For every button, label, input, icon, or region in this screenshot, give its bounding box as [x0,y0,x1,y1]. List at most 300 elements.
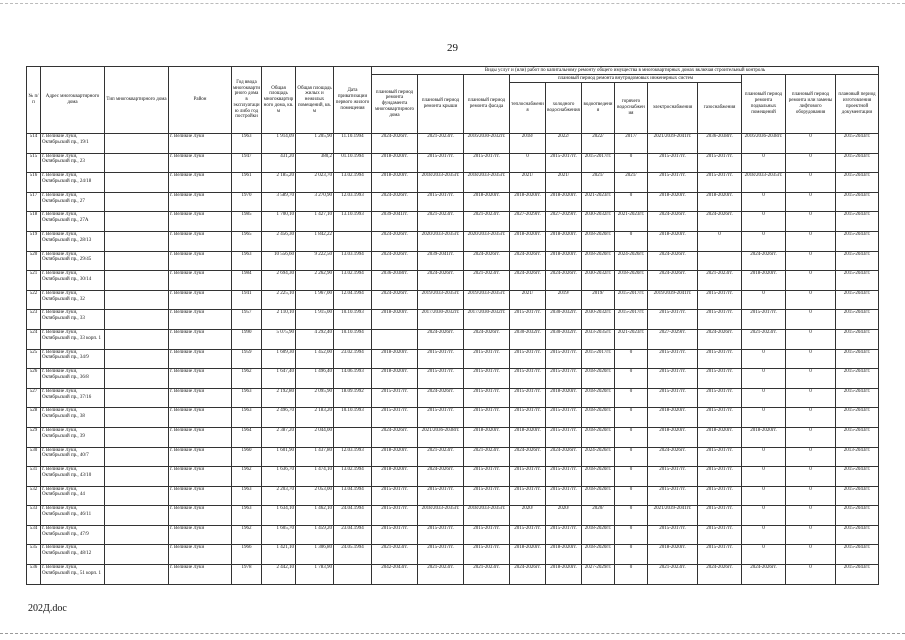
row-number: 524 [27,329,41,349]
row-house-type [105,447,169,467]
table-row [27,212,879,232]
row-year: 1963 [232,408,262,428]
row-hot-water: 2024-2026гг. [615,251,648,271]
row-district: г. Великие Луки [169,212,232,232]
row-roof: 2020/2033-2035гг. [418,231,464,251]
row-facade: 2015-2017гг. [464,388,510,408]
row-sewer: 2021/ [582,173,615,193]
row-district: г. Великие Луки [169,192,232,212]
row-electric: 2018-2020гг. [648,231,698,251]
header-systems-group: плановый период ремонта внутридомовых инженерных систем [510,75,742,83]
row-foundation: 2015-2017гг. [372,408,418,428]
row-privatization-date: 13.10.1993 [334,212,372,232]
row-gas: 2015-2017гг. [698,290,742,310]
row-foundation: 2024-2026гг. [372,192,418,212]
row-cold-water: 2021/ [546,173,582,193]
row-living-area: 1 842,22 [296,231,334,251]
row-total-area: 1 914,09 [262,134,296,154]
row-cold-water: 2015-2017гг. [546,349,582,369]
row-heating: 2015-2017гг. [510,467,546,487]
row-project-docs: 2015-2043гг. [836,349,879,369]
row-house-type [105,369,169,389]
row-roof: 2024-2026гг. [418,329,464,349]
row-hot-water: 2018-2020гг. [615,271,648,291]
row-district: г. Великие Луки [169,173,232,193]
row-electric: 2021/2039-2041гг. [648,134,698,154]
row-year: 1962 [232,525,262,545]
row-house-type [105,329,169,349]
row-heating: 2015-2017гг. [510,349,546,369]
row-electric: 2015-2017гг. [648,486,698,506]
row-electric: 2021-2023гг. [648,565,698,585]
table-row [27,565,879,585]
row-electric: 2019/2039-2041гг. [648,290,698,310]
row-house-type [105,506,169,526]
row-heating: 2030-2032гг. [510,329,546,349]
row-elevator: 0 [786,525,836,545]
row-year: 1963 [232,506,262,526]
row-year: 1963 [232,388,262,408]
row-privatization-date: 13.02.1994 [334,271,372,291]
row-foundation: 2024-2026гг. [372,427,418,447]
row-roof: 2018/2033-2035гг. [418,173,464,193]
table-row [27,192,879,212]
table-row [27,290,879,310]
row-total-area: 431,20 [262,153,296,173]
row-facade: 2019/2033-2035гг. [464,290,510,310]
row-project-docs: 2015-2043гг. [836,388,879,408]
row-hot-water: 0 [615,153,648,173]
row-living-area: 2 053,00 [296,486,334,506]
row-total-area: 2 456,30 [262,231,296,251]
row-facade: 2021-2023гг. [464,271,510,291]
row-living-area: 2 262,90 [296,271,334,291]
row-project-docs: 2015-2043гг. [836,271,879,291]
row-gas: 2015-2017гг. [698,173,742,193]
row-privatization-date: 23.04.1994 [334,525,372,545]
row-privatization-date [334,427,372,447]
row-cold-water: 2030-2032гг. [546,310,582,330]
row-heating: 2018-2020гг. [510,545,546,565]
row-roof: 2039-2041гг. [418,251,464,271]
row-sewer: 2018-2020гг. [582,369,615,389]
row-year: 1985 [232,212,262,232]
row-address: г. Великие Луки, Октябрьский пр., 37/16 [41,388,105,408]
row-roof: 2021-2023гг. [418,447,464,467]
header-elevator: плановый период ремонта или замены лифтового оборудования [786,75,836,134]
row-sewer: 2018-2020гг. [582,545,615,565]
row-electric: 2018-2020гг. [648,408,698,428]
row-district: г. Великие Луки [169,271,232,291]
row-basement: 0 [742,467,786,487]
row-year: 1978 [232,565,262,585]
row-facade: 2018/2033-2035гг. [464,506,510,526]
row-facade: 2015-2017гг. [464,545,510,565]
row-cold-water: 2018-2020гг. [546,565,582,585]
row-roof: 2021-2023гг. [418,565,464,585]
table-row [27,271,879,291]
row-heating: 2024-2026гг. [510,565,546,585]
header-facade: плановый период ремонта фасада [464,75,510,134]
row-sewer: 2018-2020гг. [582,231,615,251]
row-basement: 0 [742,388,786,408]
row-privatization-date: 01.10.1994 [334,153,372,173]
row-privatization-date: 13.04.1994 [334,486,372,506]
row-facade: 2021-2023гг. [464,212,510,232]
row-number: 528 [27,408,41,428]
table-row [27,467,879,487]
row-hot-water: 0 [615,486,648,506]
row-privatization-date: 12.03.1993 [334,447,372,467]
row-living-area: 1 496,40 [296,369,334,389]
row-living-area: 1 437,80 [296,447,334,467]
row-cold-water: 2024-2026гг. [546,271,582,291]
row-number: 526 [27,369,41,389]
row-basement: 0 [742,525,786,545]
row-number: 536 [27,565,41,585]
row-number: 533 [27,506,41,526]
row-living-area: 1 967,00 [296,290,334,310]
row-roof: 2024-2026гг. [418,271,464,291]
row-privatization-date [334,565,372,585]
row-foundation: 2024-2026гг. [372,231,418,251]
header-row-1 [27,67,879,75]
row-gas: 2018-2020гг. [698,192,742,212]
row-heating: 2024-2026гг. [510,271,546,291]
row-gas: 2015-2017гг. [698,310,742,330]
row-hot-water: 0 [615,447,648,467]
row-facade: 2016/2030-2032гг. [464,134,510,154]
row-address: г. Великие Луки, Октябрьский пр., 40/7 [41,447,105,467]
row-total-area: 1 609,30 [262,349,296,369]
row-roof: 2015-2017гг. [418,369,464,389]
row-address: г. Великие Луки, Октябрьский пр., 27 [41,192,105,212]
row-privatization-date: 24.05.1994 [334,545,372,565]
row-heating: 2018-2020гг. [510,192,546,212]
row-foundation: 2024-2026гг. [372,251,418,271]
row-hot-water: 0 [615,192,648,212]
row-year: 1984 [232,271,262,291]
row-basement: 0 [742,486,786,506]
row-electric: 2015-2017гг. [648,349,698,369]
row-living-area: 2 023,70 [296,173,334,193]
row-roof: 2024-2026гг. [418,388,464,408]
row-district: г. Великие Луки [169,329,232,349]
row-address: г. Великие Луки, Октябрьский пр., 33 корп. 1 [41,329,105,349]
row-number: 531 [27,467,41,487]
row-privatization-date: 24.04.1994 [334,506,372,526]
row-roof: 2015-2017гг. [418,153,464,173]
row-foundation: 2018-2020гг. [372,310,418,330]
header-basement: плановый период ремонта подвальных помещений [742,75,786,134]
row-number: 515 [27,153,41,173]
row-sewer: 2020/ [582,506,615,526]
row-foundation: 2015-2017гг. [372,525,418,545]
row-district: г. Великие Луки [169,231,232,251]
row-heating: 2018-2020гг. [510,231,546,251]
row-district: г. Великие Луки [169,427,232,447]
row-roof: 2015-2017гг. [418,192,464,212]
row-house-type [105,565,169,585]
row-sewer: 2018-2020гг. [582,525,615,545]
row-basement: 0 [742,369,786,389]
row-cold-water: 2018-2020гг. [546,192,582,212]
row-heating: 2015-2017гг. [510,486,546,506]
row-gas: 2015-2017гг. [698,369,742,389]
row-living-area: 1 783,90 [296,565,334,585]
row-address: г. Великие Луки, Октябрьский пр., 44 [41,486,105,506]
row-foundation [372,329,418,349]
row-electric: 2015-2017гг. [648,310,698,330]
row-heating: 2015-2017гг. [510,408,546,428]
header-year: Год ввода многоквартирного дома в эксплуатацию либо год постройки [232,67,262,134]
row-facade: 2015-2017гг. [464,486,510,506]
row-project-docs: 2015-2043гг. [836,134,879,154]
row-electric: 2024-2026гг. [648,212,698,232]
row-facade: 2024-2026гг. [464,329,510,349]
row-total-area: 1 700,10 [262,212,296,232]
row-district: г. Великие Луки [169,310,232,330]
table-body [27,134,879,585]
row-foundation: 2039-2041гг. [372,212,418,232]
row-address: г. Великие Луки, Октябрьский пр., 33 [41,310,105,330]
row-roof: 2021-2023гг. [418,134,464,154]
row-basement: 2018-2020гг. [742,427,786,447]
header-total-area: Общая площадь многоквартирного дома, кв. м [262,67,296,134]
row-privatization-date: 12.03.1993 [334,192,372,212]
row-house-type [105,290,169,310]
row-hot-water: 2017/ [615,134,648,154]
row-basement: 0 [742,153,786,173]
row-number: 535 [27,545,41,565]
row-foundation: 2018-2020гг. [372,153,418,173]
row-facade: 2021-2023гг. [464,565,510,585]
row-living-area: 1 459,20 [296,525,334,545]
row-cold-water: 2018-2020гг. [546,251,582,271]
header-hot-water: горячего водоснабжения [615,83,648,134]
row-foundation: 2036-2038гг. [372,271,418,291]
row-district: г. Великие Луки [169,369,232,389]
row-privatization-date: 10.10.1993 [334,408,372,428]
table-row [27,134,879,154]
row-foundation: 2018-2020гг. [372,467,418,487]
row-privatization-date [334,231,372,251]
row-number: 518 [27,212,41,232]
row-number: 530 [27,447,41,467]
row-electric: 2024-2026гг. [648,271,698,291]
table-row [27,427,879,447]
row-hot-water: 2015-2017гг. [615,310,648,330]
row-elevator: 0 [786,290,836,310]
row-elevator: 0 [786,251,836,271]
row-electric: 2021/2039-2041гг. [648,506,698,526]
row-foundation: 2018-2020гг. [372,173,418,193]
row-facade: 2015-2017гг. [464,153,510,173]
row-sewer: 2018-2020гг. [582,388,615,408]
row-address: г. Великие Луки, Октябрьский пр., 38 [41,408,105,428]
row-number: 520 [27,251,41,271]
row-heating: 2015-2017гг. [510,525,546,545]
row-foundation: 2018-2020гг. [372,349,418,369]
row-cold-water: 2015-2017гг. [546,467,582,487]
row-foundation: 2024-2026гг. [372,134,418,154]
footer-file-name: 202Д.doc [28,603,67,614]
row-address: г. Великие Луки, Октябрьский пр., 28/13 [41,231,105,251]
row-sewer: 2018-2020гг. [582,467,615,487]
row-district: г. Великие Луки [169,447,232,467]
header-district: Район [169,67,232,134]
row-total-area: 2 442,10 [262,565,296,585]
row-gas: 2036-2038гг. [698,134,742,154]
row-total-area: 2 225,10 [262,290,296,310]
row-hot-water: 0 [615,427,648,447]
row-hot-water: 0 [615,349,648,369]
row-electric: 2015-2017гг. [648,153,698,173]
row-electric: 2015-2017гг. [648,525,698,545]
row-privatization-date: 13.02.1994 [334,467,372,487]
row-district: г. Великие Луки [169,290,232,310]
row-sewer: 2022/ [582,134,615,154]
row-house-type [105,251,169,271]
row-elevator: 0 [786,486,836,506]
row-number: 519 [27,231,41,251]
row-electric: 2018-2020гг. [648,427,698,447]
row-hot-water: 0 [615,388,648,408]
header-works-group: Виды услуг и (или) работ по капитальному ремонту общего имущества в многоквартирных домах включая строительный контроль [372,67,879,75]
row-elevator: 0 [786,369,836,389]
row-roof: 2024-2026гг. [418,467,464,487]
row-elevator: 0 [786,271,836,291]
header-foundation: плановый период ремонта фундамента многоквартирного дома [372,75,418,134]
row-elevator: 0 [786,388,836,408]
row-basement: 2024-2026гг. [742,251,786,271]
row-district: г. Великие Луки [169,408,232,428]
row-address: г. Великие Луки, Октябрьский пр., 51 корп. 1 [41,565,105,585]
row-total-area: 2 110,10 [262,310,296,330]
row-year: 1957 [232,310,262,330]
header-gas: газоснабжения [698,83,742,134]
row-facade: 2018/2033-2035гг. [464,173,510,193]
row-elevator: 0 [786,447,836,467]
row-project-docs: 2015-2043гг. [836,467,879,487]
row-electric: 2015-2017гг. [648,173,698,193]
row-facade: 2015-2017гг. [464,525,510,545]
row-project-docs: 2015-2043гг. [836,212,879,232]
row-address: г. Великие Луки, Октябрьский пр., 19/1 [41,134,105,154]
row-facade: 2021-2023гг. [464,447,510,467]
row-elevator: 0 [786,134,836,154]
row-gas: 2015-2017гг. [698,408,742,428]
row-project-docs: 2015-2043гг. [836,525,879,545]
row-project-docs: 2015-2043гг. [836,231,879,251]
row-cold-water: 2024-2026гг. [546,447,582,467]
row-total-area: 2 387,20 [262,427,296,447]
top-edge-rule [0,3,905,4]
row-cold-water: 2015-2017гг. [546,427,582,447]
row-year: 1961 [232,173,262,193]
row-living-area: 9 222,50 [296,251,334,271]
row-year: 1964 [232,427,262,447]
header-house-type: Тип многоквартирного дома [105,67,169,134]
row-year: 1963 [232,134,262,154]
row-elevator: 0 [786,565,836,585]
row-year: 1962 [232,369,262,389]
row-gas: 2015-2017гг. [698,388,742,408]
header-roof: плановый период ремонта крыши [418,75,464,134]
row-house-type [105,545,169,565]
row-sewer: 2030-2032гг. [582,310,615,330]
row-hot-water: 0 [615,369,648,389]
row-project-docs: 2015-2043гг. [836,251,879,271]
row-number: 527 [27,388,41,408]
row-total-area: 1 605,70 [262,525,296,545]
row-heating: 2024-2026гг. [510,447,546,467]
row-elevator: 0 [786,329,836,349]
row-sewer: 2018-2020гг. [582,251,615,271]
row-address: г. Великие Луки, Октябрьский пр., 48/12 [41,545,105,565]
row-facade: 2024-2026гг. [464,251,510,271]
row-house-type [105,231,169,251]
row-total-area: 3 589,70 [262,192,296,212]
table-row [27,231,879,251]
row-address: г. Великие Луки, Октябрьский пр., 39 [41,427,105,447]
row-hot-water: 0 [615,408,648,428]
row-sewer: 2033-2035гг. [582,329,615,349]
row-district: г. Великие Луки [169,486,232,506]
header-cold-water: холодного водоснабжения [546,83,582,134]
row-sewer: 2021-2023гг. [582,192,615,212]
row-gas: 2015-2017гг. [698,525,742,545]
row-total-area: 1 634,10 [262,506,296,526]
row-number: 516 [27,173,41,193]
row-foundation: 2015-2017гг. [372,388,418,408]
row-sewer: 2030-2032гг. [582,271,615,291]
row-heating: 2027-2029гг. [510,212,546,232]
row-facade: 2015-2017гг. [464,349,510,369]
row-district: г. Великие Луки [169,388,232,408]
row-living-area: 1 462,10 [296,506,334,526]
row-basement: 2021-2023гг. [742,329,786,349]
capital-repair-table [26,66,879,585]
row-sewer: 2024-2026гг. [582,447,615,467]
row-cold-water: 2018-2020гг. [546,545,582,565]
row-project-docs: 2015-2043гг. [836,329,879,349]
table-row [27,349,879,369]
row-project-docs: 2013-2043гг. [836,447,879,467]
row-gas: 2015-2017гг. [698,153,742,173]
row-year: 1966 [232,545,262,565]
row-living-area: 4 292,40 [296,329,334,349]
row-number: 521 [27,271,41,291]
row-gas: 0 [698,231,742,251]
row-basement: 0 [742,545,786,565]
row-basement: 2018/2033-2035гг. [742,173,786,193]
row-living-area: 1 474,10 [296,467,334,487]
row-cold-water: 2018-2020гг. [546,388,582,408]
row-cold-water: 2020/ [546,506,582,526]
row-heating: 2024-2026гг. [510,251,546,271]
row-elevator: 0 [786,192,836,212]
row-living-area: 1 915,00 [296,310,334,330]
row-house-type [105,388,169,408]
row-year: 1990 [232,329,262,349]
row-elevator: 0 [786,467,836,487]
row-number: 514 [27,134,41,154]
row-foundation: 2024-2026гг. [372,290,418,310]
row-basement: 2024-2026гг. [742,565,786,585]
row-district: г. Великие Луки [169,506,232,526]
row-privatization-date: 18.09.1992 [334,388,372,408]
